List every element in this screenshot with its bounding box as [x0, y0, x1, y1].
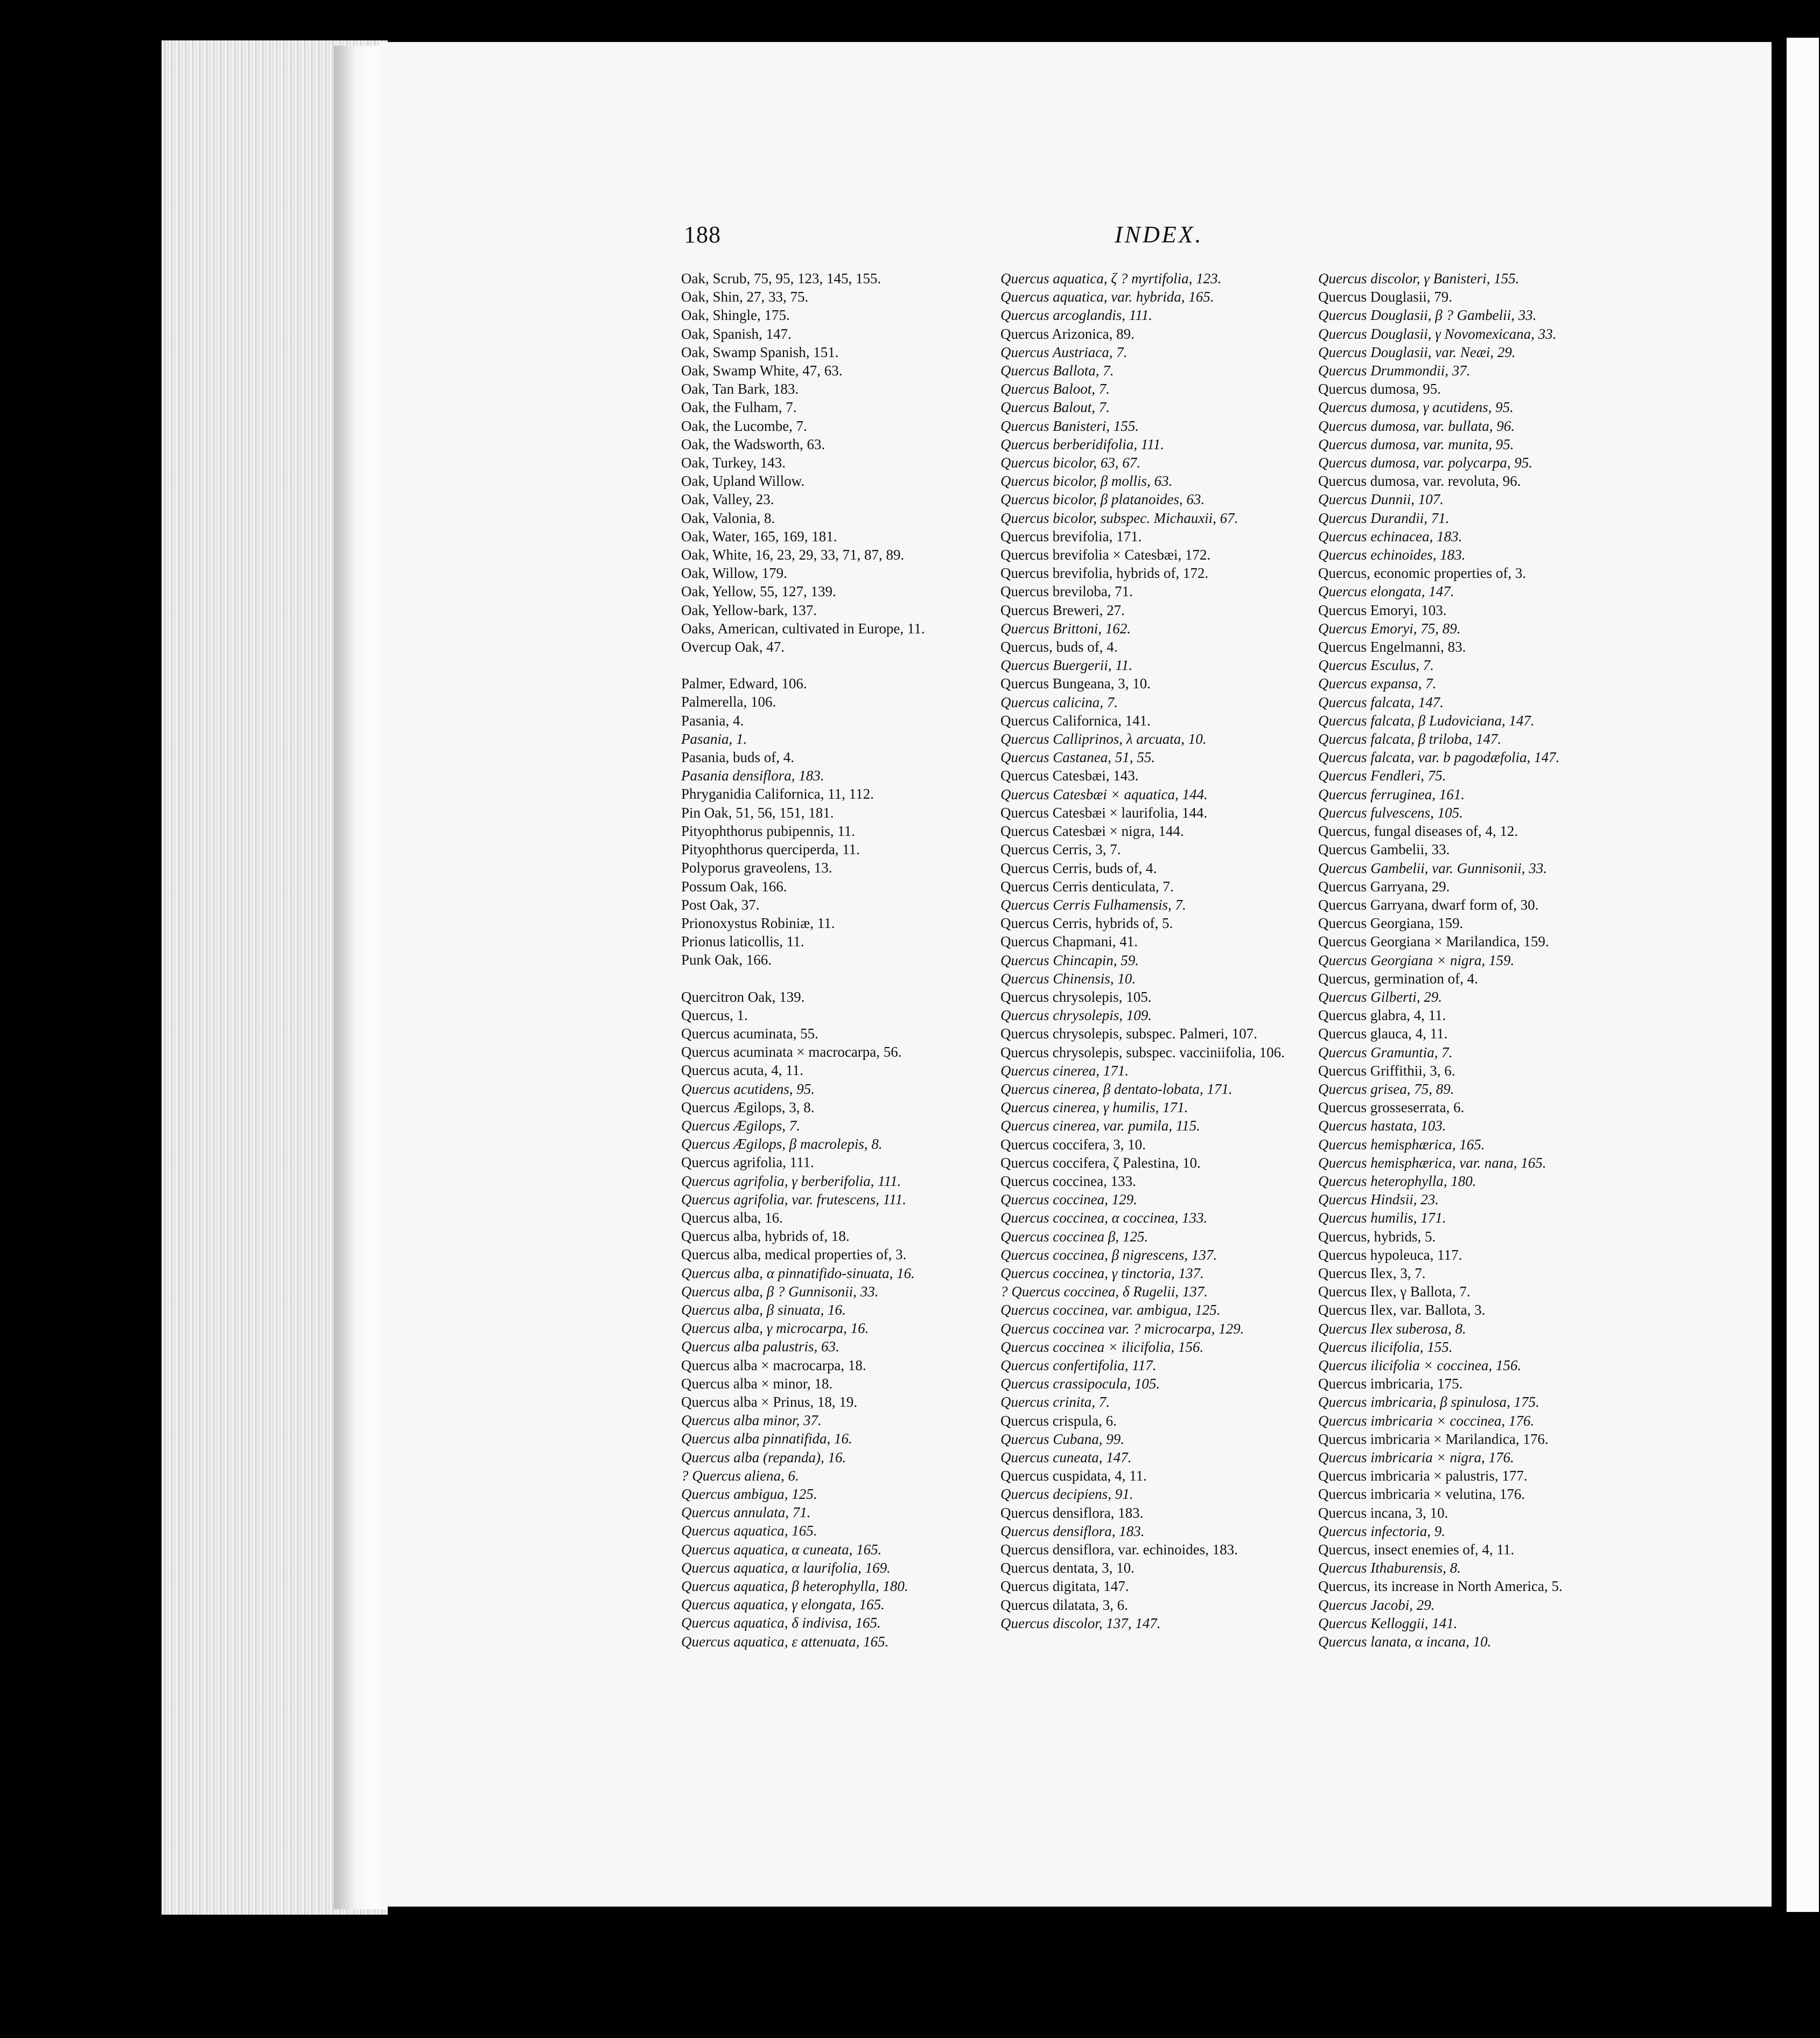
index-section-spacer: [681, 969, 1004, 988]
index-entry: Pasania densiflora, 183.: [681, 767, 824, 784]
index-entry: Quercus dilatata, 3, 6.: [1000, 1596, 1128, 1613]
index-entry: Quercus densiflora, var. echinoides, 183.: [1000, 1541, 1238, 1558]
index-entry: Oak, Upland Willow.: [681, 473, 805, 490]
index-entry: Quercus Banisteri, 155.: [1000, 417, 1139, 434]
index-entry: Quercus imbricaria, 175.: [1318, 1376, 1463, 1392]
index-entry: Phryganidia Californica, 11, 112.: [681, 786, 874, 802]
index-entry: Quercus brevifolia × Catesbæi, 172.: [1000, 547, 1211, 563]
next-page-sliver: [1787, 38, 1819, 1912]
index-entry: Quercus Georgiana × Marilandica, 159.: [1318, 933, 1549, 950]
index-entry: Quercus dumosa, var. polycarpa, 95.: [1318, 455, 1532, 471]
index-entry: Quercus confertifolia, 117.: [1000, 1357, 1157, 1373]
index-entry: Quercus Douglasii, β ? Gambelii, 33.: [1318, 307, 1537, 324]
index-entry: Quercus, hybrids, 5.: [1318, 1228, 1436, 1245]
index-entry: Quercus Durandii, 71.: [1318, 510, 1450, 526]
index-entry: Quercus decipiens, 91.: [1000, 1486, 1133, 1503]
index-entry: Quercus discolor, 137, 147.: [1000, 1615, 1161, 1631]
index-entry: Quercus Dunnii, 107.: [1318, 491, 1444, 508]
index-entry: Quercus, germination of, 4.: [1318, 970, 1478, 987]
index-entry: Quercus Catesbæi × nigra, 144.: [1000, 823, 1184, 840]
index-column-3: [1318, 269, 1663, 1651]
index-entry: Oak, Yellow-bark, 137.: [681, 602, 817, 618]
index-entry: Quercus Cerris denticulata, 7.: [1000, 878, 1174, 895]
index-entry: Quercus coccinea × ilicifolia, 156.: [1000, 1338, 1204, 1355]
index-entry: Quercus chrysolepis, subspec. vacciniifolia, 106.: [1000, 1044, 1285, 1060]
index-entry: Quercus falcata, β triloba, 147.: [1318, 731, 1502, 748]
index-entry: Quercus coccinea, γ tinctoria, 137.: [1000, 1265, 1204, 1281]
index-entry: Quercus Cerris Fulhamensis, 7.: [1000, 896, 1186, 913]
index-entry: Quercus cinerea, 171.: [1000, 1062, 1129, 1079]
index-entry: Quercus brevifolia, hybrids of, 172.: [1000, 565, 1209, 582]
index-entry: Oak, Spanish, 147.: [681, 325, 792, 342]
index-entry: Oak, Water, 165, 169, 181.: [681, 528, 837, 545]
index-entry: Quercus Castanea, 51, 55.: [1000, 749, 1155, 766]
index-entry: Quercus, fungal diseases of, 4, 12.: [1318, 823, 1518, 840]
index-entry: Quercus cinerea, var. pumila, 115.: [1000, 1118, 1200, 1134]
index-entry: Quercus Buergerii, 11.: [1000, 657, 1132, 674]
index-entry: Quercus acutidens, 95.: [681, 1080, 815, 1097]
index-entry: Quercus Gramuntia, 7.: [1318, 1044, 1453, 1060]
index-entry: Quercus imbricaria, β spinulosa, 175.: [1318, 1394, 1539, 1411]
index-entry: Quercus falcata, var. b pagodæfolia, 147.: [1318, 749, 1560, 766]
index-entry: Quercus glabra, 4, 11.: [1318, 1007, 1446, 1024]
index-entry: Quercus Ægilops, β macrolepis, 8.: [681, 1136, 883, 1153]
index-entry: Oak, White, 16, 23, 29, 33, 71, 87, 89.: [681, 547, 905, 563]
index-entry: Quercus breviloba, 71.: [1000, 583, 1133, 600]
index-entry: Oaks, American, cultivated in Europe, 11.: [681, 620, 925, 637]
index-entry: Quercus cinerea, γ humilis, 171.: [1000, 1099, 1188, 1116]
index-entry: Oak, Valonia, 8.: [681, 510, 775, 526]
index-entry: Quercus cuspidata, 4, 11.: [1000, 1468, 1147, 1484]
index-entry: Quercus dentata, 3, 10.: [1000, 1560, 1135, 1576]
index-entry: Quercus coccinea, 129.: [1000, 1191, 1137, 1208]
index-entry: Quercus coccifera, ζ Palestina, 10.: [1000, 1154, 1201, 1171]
index-entry: Quercus Gambelii, var. Gunnisonii, 33.: [1318, 860, 1547, 876]
index-entry: Quercus Austriaca, 7.: [1000, 344, 1128, 360]
index-entry: Quercus alba, hybrids of, 18.: [681, 1228, 850, 1245]
index-entry: Oak, Swamp Spanish, 151.: [681, 344, 839, 360]
index-column-1: [681, 269, 1004, 1651]
index-entry: Quercus alba, β ? Gunnisonii, 33.: [681, 1283, 879, 1300]
index-entry: Quercus coccinea, var. ambigua, 125.: [1000, 1302, 1221, 1318]
index-entry: Quercus elongata, 147.: [1318, 583, 1454, 600]
index-entry: Quercus ilicifolia, 155.: [1318, 1338, 1453, 1355]
index-entry: Quercus agrifolia, 111.: [681, 1154, 814, 1171]
index-entry: Quercus Chapmani, 41.: [1000, 933, 1138, 950]
index-entry: Quercus aquatica, α cuneata, 165.: [681, 1541, 882, 1558]
index-entry: Quercus Gambelii, 33.: [1318, 841, 1450, 858]
index-entry: Quercus imbricaria × coccinea, 176.: [1318, 1412, 1535, 1429]
index-entry: Quercus Drummondii, 37.: [1318, 362, 1471, 379]
index-entry: Quercus, economic properties of, 3.: [1318, 565, 1527, 582]
index-entry: Quercus aquatica, β heterophylla, 180.: [681, 1578, 908, 1595]
index-entry: Oak, the Wadsworth, 63.: [681, 436, 825, 452]
index-entry: Oak, Shin, 27, 33, 75.: [681, 289, 809, 305]
index-entry: Quercus chrysolepis, 105.: [1000, 988, 1152, 1005]
index-entry: Quercus Garryana, dwarf form of, 30.: [1318, 896, 1539, 913]
page-number: 188: [684, 221, 721, 248]
index-entry: Quercus coccifera, 3, 10.: [1000, 1136, 1146, 1153]
index-entry: Quercus crinita, 7.: [1000, 1394, 1110, 1411]
index-entry: Quercus Jacobi, 29.: [1318, 1596, 1435, 1613]
index-entry: Pasania, buds of, 4.: [681, 749, 794, 766]
index-entry: Quercus bicolor, subspec. Michauxii, 67.: [1000, 510, 1238, 526]
index-entry: Quercus dumosa, γ acutidens, 95.: [1318, 399, 1514, 416]
index-entry: Quercus falcata, β Ludoviciana, 147.: [1318, 712, 1535, 729]
index-entry: Quercus Arizonica, 89.: [1000, 325, 1135, 342]
index-entry: Quercus hypoleuca, 117.: [1318, 1246, 1462, 1263]
index-entry: Quercus Esculus, 7.: [1318, 657, 1434, 674]
index-entry: Quercus Engelmanni, 83.: [1318, 639, 1466, 655]
index-entry: Quercus brevifolia, 171.: [1000, 528, 1142, 545]
index-entry: Quercus ambigua, 125.: [681, 1486, 817, 1502]
index-entry: Quercus Georgiana, 159.: [1318, 915, 1464, 932]
index-entry: Quercus Ægilops, 3, 8.: [681, 1099, 815, 1115]
index-entry: Oak, Shingle, 175.: [681, 307, 790, 324]
index-entry: Quercus grosseserrata, 6.: [1318, 1099, 1465, 1116]
index-entry: Oak, Willow, 179.: [681, 565, 787, 582]
index-entry: Quercus densiflora, 183.: [1000, 1523, 1145, 1539]
index-entry: Quercus aquatica, α laurifolia, 169.: [681, 1559, 891, 1576]
index-entry: Quercus Ilex suberosa, 8.: [1318, 1320, 1466, 1337]
index-entry: Quercus alba palustris, 63.: [681, 1338, 839, 1355]
index-entry: Quercus heterophylla, 180.: [1318, 1172, 1476, 1189]
index-entry: Quercus acuminata, 55.: [681, 1025, 818, 1042]
index-entry: ? Quercus aliena, 6.: [681, 1467, 799, 1484]
index-entry: Quercus, insect enemies of, 4, 11.: [1318, 1541, 1515, 1558]
index-entry: Quercus coccinea, α coccinea, 133.: [1000, 1210, 1208, 1226]
index-entry: Quercus bicolor, β platanoides, 63.: [1000, 491, 1205, 508]
page-title: INDEX.: [1115, 221, 1203, 248]
index-entry: Quercus bicolor, β mollis, 63.: [1000, 473, 1173, 490]
index-entry: Oak, the Lucombe, 7.: [681, 417, 807, 434]
index-entry: Prionus laticollis, 11.: [681, 933, 804, 950]
index-entry: Quercus Breweri, 27.: [1000, 602, 1125, 618]
page-gap: [1773, 38, 1787, 1912]
index-entry: Quercus aquatica, ζ ? myrtifolia, 123.: [1000, 270, 1222, 287]
index-entry: Quercus Brittoni, 162.: [1000, 620, 1131, 637]
index-entry: Quercus aquatica, var. hybrida, 165.: [1000, 289, 1214, 305]
index-entry: Quercus, buds of, 4.: [1000, 639, 1118, 655]
index-entry: ? Quercus coccinea, δ Rugelii, 137.: [1000, 1283, 1208, 1300]
index-entry: Quercus imbricaria × nigra, 176.: [1318, 1449, 1514, 1465]
index-entry: Quercus hemisphærica, 165.: [1318, 1136, 1485, 1153]
index-entry: Oak, Scrub, 75, 95, 123, 145, 155.: [681, 270, 881, 287]
index-entry: Quercus Ægilops, 7.: [681, 1117, 800, 1134]
index-entry: Quercus cinerea, β dentato-lobata, 171.: [1000, 1080, 1233, 1097]
index-entry: Oak, Valley, 23.: [681, 491, 774, 508]
index-entry: Quercus infectoria, 9.: [1318, 1523, 1445, 1539]
index-entry: Quercus Douglasii, var. Neæi, 29.: [1318, 344, 1516, 360]
index-entry: Quercus alba, 16.: [681, 1209, 783, 1226]
index-entry: Palmer, Edward, 106.: [681, 675, 807, 692]
index-entry: Oak, the Fulham, 7.: [681, 399, 797, 416]
index-entry: Quercus imbricaria × Marilandica, 176.: [1318, 1430, 1549, 1447]
index-entry: Quercus Fendleri, 75.: [1318, 767, 1446, 784]
index-entry: Quercus lanata, α incana, 10.: [1318, 1634, 1492, 1650]
index-entry: Quercus crispula, 6.: [1000, 1412, 1117, 1429]
index-entry: Quercus Bungeana, 3, 10.: [1000, 675, 1151, 692]
index-entry: Quercus calicina, 7.: [1000, 694, 1118, 710]
index-entry: Quercus alba, medical properties of, 3.: [681, 1246, 907, 1263]
index-entry: Pin Oak, 51, 56, 151, 181.: [681, 804, 834, 821]
index-entry: Quercus echinacea, 183.: [1318, 528, 1462, 545]
index-entry: Quercus Cerris, 3, 7.: [1000, 841, 1121, 858]
index-entry: Quercus Douglasii, 79.: [1318, 289, 1452, 305]
index-entry: Pityophthorus pubipennis, 11.: [681, 822, 856, 839]
index-entry: Quercus arcoglandis, 111.: [1000, 307, 1152, 324]
index-entry: Quercus Garryana, 29.: [1318, 878, 1450, 895]
index-entry: Quercus echinoides, 183.: [1318, 547, 1466, 563]
index-entry: Pasania, 1.: [681, 730, 747, 747]
index-entry: Quercus agrifolia, γ berberifolia, 111.: [681, 1172, 901, 1189]
index-entry: Quercus alba, α pinnatifido-sinuata, 16.: [681, 1265, 915, 1281]
index-entry: Oak, Tan Bark, 183.: [681, 381, 799, 397]
index-entry: Quercus alba × Prinus, 18, 19.: [681, 1393, 858, 1410]
index-entry: Quercus Cerris, buds of, 4.: [1000, 860, 1157, 876]
index-entry: Quercus Calliprinos, λ arcuata, 10.: [1000, 731, 1207, 748]
index-entry: Quercus discolor, γ Banisteri, 155.: [1318, 270, 1520, 287]
index-entry: Quercus coccinea var. ? microcarpa, 129.: [1000, 1320, 1244, 1337]
index-entry: Quercus humilis, 171.: [1318, 1210, 1446, 1226]
index-entry: Quercus Chincapin, 59.: [1000, 952, 1139, 968]
index-entry: Quercus alba × macrocarpa, 18.: [681, 1357, 866, 1373]
index-entry: Quercus imbricaria × palustris, 177.: [1318, 1468, 1528, 1484]
index-entry: Quercus Douglasii, γ Novomexicana, 33.: [1318, 325, 1557, 342]
index-entry: Quercus grisea, 75, 89.: [1318, 1080, 1454, 1097]
index-entry: Quercus agrifolia, var. frutescens, 111.: [681, 1191, 906, 1208]
index-entry: Quercus Kelloggii, 141.: [1318, 1615, 1458, 1631]
index-entry: Post Oak, 37.: [681, 896, 760, 913]
index-entry: Quercus aquatica, δ indivisa, 165.: [681, 1615, 881, 1631]
index-entry: Quercus dumosa, 95.: [1318, 381, 1441, 397]
index-entry: Quercus Griffithii, 3, 6.: [1318, 1062, 1455, 1079]
index-entry: Quercus Catesbæi × laurifolia, 144.: [1000, 804, 1208, 821]
index-entry: Quercus Ilex, γ Ballota, 7.: [1318, 1283, 1471, 1300]
index-entry: Quercus Cubana, 99.: [1000, 1430, 1124, 1447]
index-entry: Quercus densiflora, 183.: [1000, 1504, 1144, 1521]
index-entry: Quercus Ilex, var. Ballota, 3.: [1318, 1302, 1486, 1318]
index-entry: Quercus ilicifolia × coccinea, 156.: [1318, 1357, 1522, 1373]
index-entry: Oak, Yellow, 55, 127, 139.: [681, 583, 836, 600]
index-entry: Quercus alba × minor, 18.: [681, 1375, 833, 1392]
index-entry: Quercus Californica, 141.: [1000, 712, 1151, 729]
index-entry: Quercus crassipocula, 105.: [1000, 1376, 1160, 1392]
index-entry: Quercus chrysolepis, 109.: [1000, 1007, 1152, 1024]
index-entry: Quercus glauca, 4, 11.: [1318, 1025, 1448, 1042]
index-section-spacer: [681, 656, 1004, 674]
index-entry: Quercus alba pinnatifida, 16.: [681, 1430, 852, 1447]
index-entry: Quercus bicolor, 63, 67.: [1000, 455, 1140, 471]
index-entry: Quercus Baloot, 7.: [1000, 381, 1110, 397]
index-entry: Quercus aquatica, γ elongata, 165.: [681, 1596, 885, 1613]
index-entry: Quercus digitata, 147.: [1000, 1578, 1129, 1595]
index-entry: Quercus Emoryi, 75, 89.: [1318, 620, 1461, 637]
index-entry: Quercus dumosa, var. revoluta, 96.: [1318, 473, 1521, 490]
index-entry: Quercus imbricaria × velutina, 176.: [1318, 1486, 1525, 1503]
index-entry: Quercus Balout, 7.: [1000, 399, 1110, 416]
index-entry: Quercus aquatica, 165.: [681, 1523, 817, 1539]
index-entry: Palmerella, 106.: [681, 694, 776, 710]
index-entry: Punk Oak, 166.: [681, 952, 772, 968]
index-entry: Quercus alba minor, 37.: [681, 1412, 822, 1429]
index-entry: Quercus Catesbæi, 143.: [1000, 767, 1139, 784]
index-entry: Overcup Oak, 47.: [681, 639, 785, 655]
index-column-2: [1000, 269, 1324, 1632]
index-entry: Possum Oak, 166.: [681, 878, 787, 895]
index-entry: Quercus Ilex, 3, 7.: [1318, 1265, 1426, 1281]
index-entry: Quercus Ballota, 7.: [1000, 362, 1114, 379]
index-entry: Quercus incana, 3, 10.: [1318, 1504, 1448, 1521]
index-entry: Quercus berberidifolia, 111.: [1000, 436, 1164, 452]
index-entry: Quercus expansa, 7.: [1318, 675, 1437, 692]
index-entry: Quercus chrysolepis, subspec. Palmeri, 107.: [1000, 1025, 1257, 1042]
index-entry: Polyporus graveolens, 13.: [681, 860, 832, 876]
index-entry: Quercus acuminata × macrocarpa, 56.: [681, 1044, 902, 1060]
index-entry: Quercus Hindsii, 23.: [1318, 1191, 1439, 1208]
index-entry: Quercus coccinea, 133.: [1000, 1172, 1136, 1189]
index-entry: Quercus Cerris, hybrids of, 5.: [1000, 915, 1173, 932]
index-entry: Quercus Ithaburensis, 8.: [1318, 1560, 1461, 1576]
index-entry: Quercus Catesbæi × aquatica, 144.: [1000, 786, 1208, 802]
index-entry: Quercus Chinensis, 10.: [1000, 970, 1136, 987]
index-entry: Prionoxystus Robiniæ, 11.: [681, 915, 835, 931]
index-entry: Quercus acuta, 4, 11.: [681, 1062, 803, 1079]
index-entry: Pityophthorus querciperda, 11.: [681, 841, 860, 858]
index-entry: Quercus Emoryi, 103.: [1318, 602, 1447, 618]
index-entry: Quercus coccinea β, 125.: [1000, 1228, 1149, 1245]
index-entry: Quercus alba, β sinuata, 16.: [681, 1301, 846, 1318]
index-entry: Quercus hemisphærica, var. nana, 165.: [1318, 1154, 1546, 1171]
index-entry: Oak, Swamp White, 47, 63.: [681, 362, 843, 379]
index-entry: Quercus aquatica, ε attenuata, 165.: [681, 1633, 889, 1650]
index-entry: Quercus alba, γ microcarpa, 16.: [681, 1320, 869, 1337]
index-entry: Quercus annulata, 71.: [681, 1504, 811, 1521]
index-entry: Pasania, 4.: [681, 712, 744, 729]
index-entry: Quercus fulvescens, 105.: [1318, 804, 1463, 821]
index-entry: Quercus alba (repanda), 16.: [681, 1449, 846, 1465]
index-entry: Quercus hastata, 103.: [1318, 1118, 1446, 1134]
index-entry: Quercus Georgiana × nigra, 159.: [1318, 952, 1515, 968]
index-entry: Quercus, its increase in North America, 5.: [1318, 1578, 1563, 1595]
index-entry: Quercitron Oak, 139.: [681, 988, 805, 1005]
index-entry: Quercus dumosa, var. munita, 95.: [1318, 436, 1514, 452]
index-entry: Quercus cuneata, 147.: [1000, 1449, 1132, 1465]
index-entry: Quercus falcata, 147.: [1318, 694, 1444, 710]
index-entry: Quercus coccinea, β nigrescens, 137.: [1000, 1246, 1217, 1263]
index-entry: Oak, Turkey, 143.: [681, 455, 786, 471]
index-entry: Quercus Gilberti, 29.: [1318, 988, 1442, 1005]
index-entry: Quercus dumosa, var. bullata, 96.: [1318, 417, 1515, 434]
index-entry: Quercus ferruginea, 161.: [1318, 786, 1465, 802]
index-entry: Quercus, 1.: [681, 1007, 748, 1023]
